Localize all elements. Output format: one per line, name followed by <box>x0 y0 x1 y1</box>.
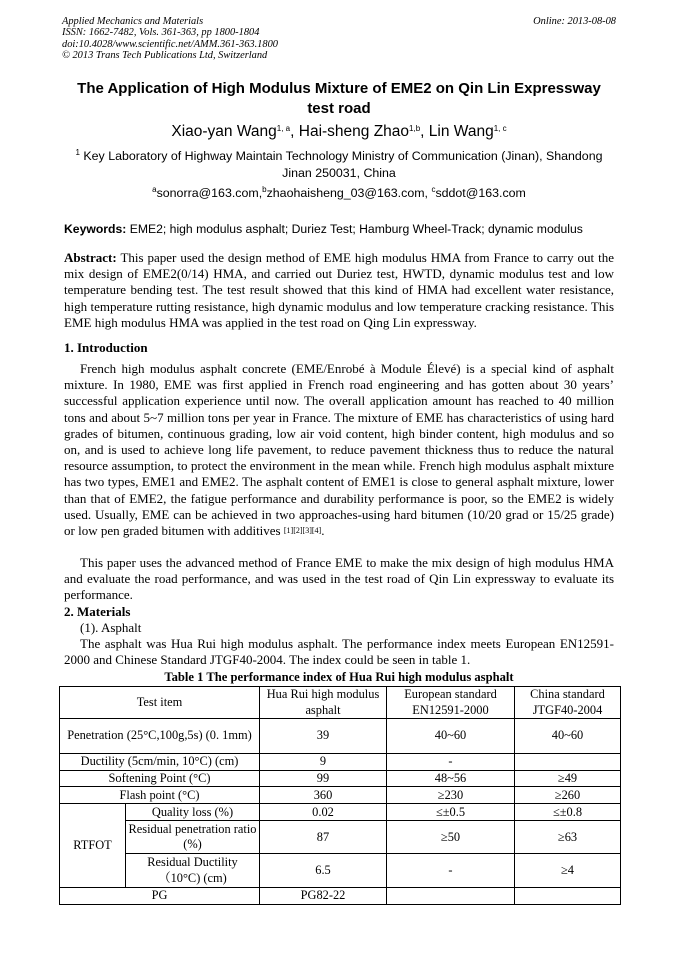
cell-value: 48~56 <box>387 770 515 787</box>
cell-value: ≥49 <box>515 770 621 787</box>
cell-value: 6.5 <box>260 854 387 888</box>
journal-header <box>62 16 278 62</box>
keywords-label: Keywords: <box>64 222 127 236</box>
affiliation-sup: 1 <box>75 148 80 157</box>
copyright-line: © 2013 Trans Tech Publications Ltd, Switzerland <box>62 50 268 62</box>
cell-value: ≥260 <box>515 787 621 804</box>
email-sup: c <box>431 185 436 194</box>
header-china: China standard JTGF40-2004 <box>515 687 621 719</box>
cell-value: 0.02 <box>260 804 387 821</box>
citation[interactable]: [1][2][3][4] <box>283 526 322 536</box>
author-affil-sup: 1, c <box>493 124 507 133</box>
cell-item: PG <box>60 888 260 905</box>
email-link[interactable]: zhaohaisheng_03@163.com, <box>266 186 428 200</box>
cell-value: - <box>387 854 515 888</box>
table-row <box>60 754 621 771</box>
abstract-label: Abstract: <box>64 250 117 265</box>
cell-value: 9 <box>260 754 387 771</box>
cell-value <box>387 888 515 905</box>
keywords <box>64 221 616 238</box>
cell-item: Flash point (°C) <box>60 787 260 804</box>
section-heading-materials: 2. Materials <box>64 604 131 619</box>
email-sup: a <box>152 185 157 194</box>
affiliation-text: Key Laboratory of Highway Maintain Technology Ministry of Communication (Jinan), Shandong Jinan 250031, China <box>83 149 603 180</box>
cell-item: Residual penetration ratio (%) <box>126 821 260 854</box>
table-row <box>60 804 621 821</box>
cell-group-rtfot: RTFOT <box>60 804 126 888</box>
affiliation <box>64 148 614 182</box>
author-affil-sup: 1,b <box>409 124 421 133</box>
table-row <box>60 787 621 804</box>
paper-title: The Application of High Modulus Mixture of EME2 on Qin Lin Expressway test road <box>77 80 601 117</box>
cell-value: ≥63 <box>515 821 621 854</box>
table-header-row <box>60 687 621 719</box>
abstract <box>64 250 614 331</box>
email-link[interactable]: sddot@163.com <box>435 186 526 200</box>
cell-value: 39 <box>260 719 387 754</box>
online-date: Online: 2013-08-08 <box>533 16 616 27</box>
cell-value: ≥50 <box>387 821 515 854</box>
table-row <box>60 821 621 854</box>
section-heading-introduction: 1. Introduction <box>64 340 148 355</box>
email-link[interactable]: sonorra@163.com, <box>156 186 263 200</box>
cell-value: ≤±0.8 <box>515 804 621 821</box>
author-name: Hai-sheng Zhao <box>298 123 410 140</box>
cell-value: ≥230 <box>387 787 515 804</box>
table-row <box>60 854 621 888</box>
author-name: Xiao-yan Wang <box>171 123 277 140</box>
cell-item: Penetration (25°C,100g,5s) (0. 1mm) <box>60 719 260 754</box>
cell-item: Softening Point (°C) <box>60 770 260 787</box>
cell-item: Residual Ductility （10°C) (cm) <box>126 854 260 888</box>
cell-value: 360 <box>260 787 387 804</box>
doi-line: doi:10.4028/www.scientific.net/AMM.361-363.1800 <box>62 38 278 50</box>
table-row <box>60 770 621 787</box>
table-caption: Table 1 The performance index of Hua Rui high modulus asphalt <box>164 670 514 684</box>
cell-value: ≥4 <box>515 854 621 888</box>
journal-name: Applied Mechanics and Materials <box>62 16 204 27</box>
cell-value: 99 <box>260 770 387 787</box>
materials-paragraph: The asphalt was Hua Rui high modulus asphalt. The performance index meets European EN12591-2000 and Chinese Standard JTGF40-2004. The index could be seen in table 1. <box>64 636 614 668</box>
table-row <box>60 719 621 754</box>
cell-value: ≤±0.5 <box>387 804 515 821</box>
cell-value: 87 <box>260 821 387 854</box>
cell-item: Ductility (5cm/min, 10°C) (cm) <box>60 754 260 771</box>
intro-paragraph-2: This paper uses the advanced method of France EME to make the mix design of high modulus HMA and evaluate the road performance, and was used in the test road of Qin Lin expressway to evaluate its performance. <box>64 555 614 603</box>
cell-item: Quality loss (%) <box>126 804 260 821</box>
author-affil-sup: 1, a <box>276 124 291 133</box>
cell-value: - <box>387 754 515 771</box>
cell-value: PG82-22 <box>260 888 387 905</box>
email-sup: b <box>262 185 267 194</box>
cell-value <box>515 754 621 771</box>
cell-value <box>515 888 621 905</box>
author-list: Xiao-yan Wang$^{1, a}$, Hai-sheng Zhao$^{1,b}$, Lin Wang$^{1, c}$ <box>171 123 507 140</box>
author-name: Lin Wang <box>428 123 494 140</box>
keywords-text: EME2; high modulus asphalt; Duriez Test; Hamburg Wheel-Track; dynamic modulus <box>129 222 583 236</box>
header-test-item: Test item <box>60 687 260 719</box>
cell-value: 40~60 <box>387 719 515 754</box>
paragraph-end: . <box>321 523 325 539</box>
paragraph-text: French high modulus asphalt concrete (EME/Enrobé à Module Élevé) is a special kind of asphalt mixture. In 1980, EME was first applied in French road engineering and has gotten about 30 years’ successful application experience until now. The overall application amount has reached to 40 million tons and about 5~7 million tons per year in France. The mixture of EME has characteristics of using hard grades of bitumen, continuous grading, low air void content, high binder content, high modulus and so on, and is used to achieve long life pavement, to reduce pavement thickness thus to reduce the natural resource assumption, to protect the environment in the mean while. French high modulus asphalt mixture has two types, EME1 and EME2. The asphalt content of EME1 is close to general asphalt mixture, lower than that of EME2, the fatigue performance and durability performance is poor, so the EME2 is widely used. Usually, EME can be achieved in two approaches-using hard bitumen (10/20 grad or 15/25 grade) or low pen graded bitumen with additives <box>64 361 614 539</box>
header-european: European standard EN12591-2000 <box>387 687 515 719</box>
subsection-asphalt: (1). Asphalt <box>80 620 142 635</box>
abstract-text: This paper used the design method of EME high modulus HMA from France to carry out the mix design of EME2(0/14) HMA, and carried out Duriez test, HWTD, dynamic modulus test and low temperature bending test. The test result showed that this kind of HMA had excellent water resistance, high temperature rutting resistance, high dynamic modulus and low temperature cracking resistance. This EME high modulus HMA was applied in the test road on Qing Lin expressway. <box>64 250 614 330</box>
email-list <box>64 185 614 202</box>
cell-value: 40~60 <box>515 719 621 754</box>
intro-paragraph-1 <box>64 361 614 539</box>
issn-line: ISSN: 1662-7482, Vols. 361-363, pp 1800-1804 <box>62 27 260 39</box>
performance-table <box>59 686 621 905</box>
table-row <box>60 888 621 905</box>
header-hua-rui: Hua Rui high modulus asphalt <box>260 687 387 719</box>
